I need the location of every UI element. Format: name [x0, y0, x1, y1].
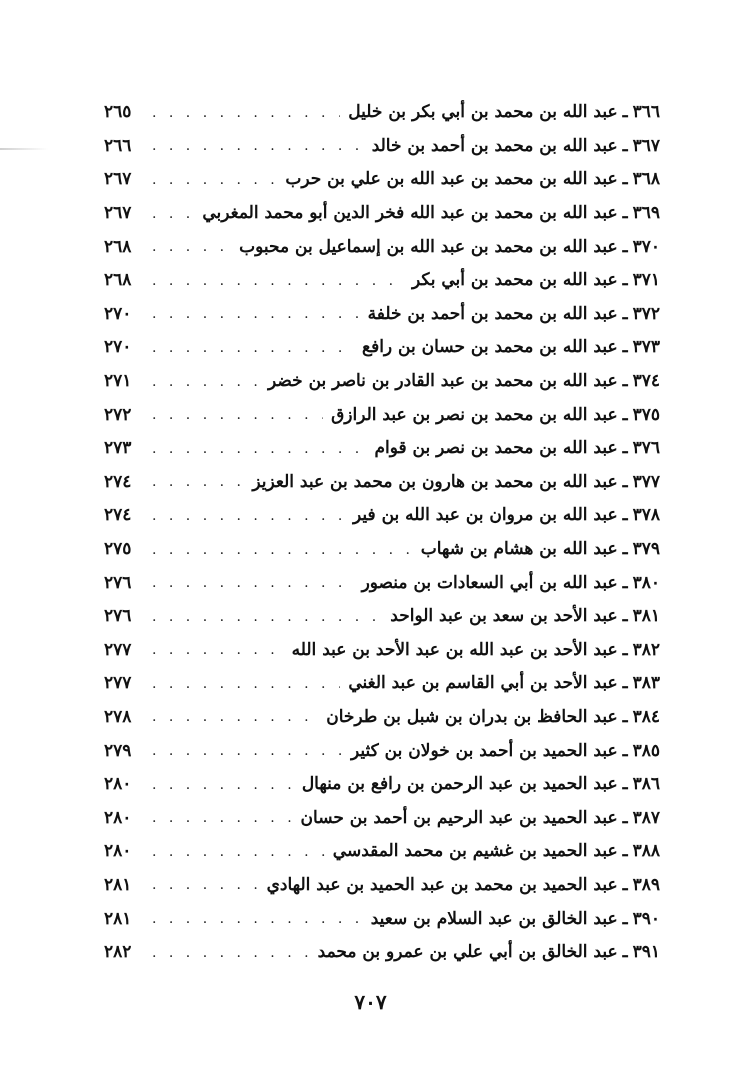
- dot-leader: [152, 744, 343, 758]
- entry-name: عبد الله بن محمد بن هارون بن محمد بن عبد العزيز: [252, 471, 618, 492]
- entry-name: عبد الله بن هشام بن شهاب: [420, 539, 618, 560]
- toc-entry: [104, 432, 660, 466]
- entry-number: ٣٧٣: [632, 337, 660, 358]
- entry-separator: ـ: [622, 740, 628, 761]
- toc-entry: [104, 96, 660, 130]
- entry-separator: ـ: [622, 169, 628, 190]
- entry-page-number: ٢٨٠: [104, 774, 132, 795]
- entry-name: عبد الله بن مروان بن عبد الله بن فير: [353, 505, 618, 526]
- entry-page-number: ٢٦٦: [104, 135, 132, 156]
- entry-page-number: ٢٦٨: [104, 236, 132, 257]
- dot-leader: [152, 878, 259, 892]
- entry-number: ٣٧١: [632, 270, 660, 291]
- dot-leader: [152, 543, 413, 557]
- dot-leader: [152, 106, 340, 120]
- entry-separator: ـ: [622, 841, 628, 862]
- dot-leader: [152, 475, 244, 489]
- dot-leader: [152, 643, 284, 657]
- toc-entry: [104, 701, 660, 735]
- entry-name: عبد الحميد بن محمد بن عبد الحميد بن عبد الهادي: [266, 874, 618, 895]
- entry-separator: ـ: [622, 471, 628, 492]
- entry-separator: ـ: [622, 236, 628, 257]
- entry-page-number: ٢٧٠: [104, 337, 132, 358]
- entry-number: ٣٩٠: [632, 908, 660, 929]
- entry-name: عبد الله بن محمد بن عبد الله بن علي بن حرب: [285, 169, 618, 190]
- entry-page-number: ٢٧١: [104, 371, 132, 392]
- entry-name: عبد الأحد بن عبد الله بن عبد الأحد بن عبد الله: [291, 639, 618, 660]
- entry-separator: ـ: [622, 673, 628, 694]
- entry-number: ٣٨٥: [632, 740, 660, 761]
- dot-leader: [152, 710, 318, 724]
- dot-leader: [152, 341, 354, 355]
- entry-page-number: ٢٨١: [104, 908, 132, 929]
- toc-entry: [104, 835, 660, 869]
- entry-number: ٣٦٨: [632, 169, 660, 190]
- toc-entry: [104, 230, 660, 264]
- entry-separator: ـ: [622, 303, 628, 324]
- dot-leader: [152, 375, 260, 389]
- dot-leader: [152, 240, 231, 254]
- page-number: ٧٠٧: [354, 990, 387, 1014]
- entry-page-number: ٢٧٥: [104, 539, 132, 560]
- table-of-contents: [104, 96, 660, 969]
- dot-leader: [152, 811, 293, 825]
- entry-separator: ـ: [622, 505, 628, 526]
- entry-page-number: ٢٦٥: [104, 102, 132, 123]
- entry-number: ٣٨٧: [632, 807, 660, 828]
- toc-entry: [104, 768, 660, 802]
- entry-name: عبد الله بن محمد بن عبد الله بن إسماعيل بن محبوب: [239, 236, 618, 257]
- entry-page-number: ٢٨١: [104, 874, 132, 895]
- entry-page-number: ٢٨٠: [104, 807, 132, 828]
- entry-name: عبد الله بن محمد بن حسان بن رافع: [362, 337, 618, 358]
- entry-name: عبد الله بن محمد بن أحمد بن خالد: [371, 135, 618, 156]
- entry-name: عبد الله بن محمد بن أحمد بن خلفة: [367, 303, 618, 324]
- toc-entry: [104, 533, 660, 567]
- entry-separator: ـ: [622, 404, 628, 425]
- entry-separator: ـ: [622, 908, 628, 929]
- entry-number: ٣٧٠: [632, 236, 660, 257]
- entry-name: عبد الأحد بن سعد بن عبد الواحد: [390, 606, 618, 627]
- dot-leader: [152, 576, 354, 590]
- entry-name: عبد الله بن محمد بن نصر بن عبد الرازق: [331, 404, 618, 425]
- dot-leader: [152, 442, 366, 456]
- entry-number: ٣٧٦: [632, 438, 660, 459]
- entry-number: ٣٧٩: [632, 539, 660, 560]
- entry-page-number: ٢٦٧: [104, 203, 132, 224]
- entry-page-number: ٢٧٤: [104, 505, 132, 526]
- dot-leader: [152, 307, 360, 321]
- entry-name: عبد الحافظ بن بدران بن شبل بن طرخان: [326, 706, 618, 727]
- entry-page-number: ٢٦٧: [104, 169, 132, 190]
- dot-leader: [152, 677, 340, 691]
- toc-entry: [104, 801, 660, 835]
- entry-number: ٣٨٦: [632, 774, 660, 795]
- entry-name: عبد الأحد بن أبي القاسم بن عبد الغني: [348, 673, 618, 694]
- toc-entry: [104, 667, 660, 701]
- toc-entry: [104, 600, 660, 634]
- entry-number: ٣٨٢: [632, 639, 660, 660]
- entry-number: ٣٦٦: [632, 102, 660, 123]
- entry-separator: ـ: [622, 270, 628, 291]
- dot-leader: [152, 912, 363, 926]
- toc-entry: [104, 197, 660, 231]
- entry-separator: ـ: [622, 706, 628, 727]
- entry-name: عبد الحميد بن أحمد بن خولان بن كثير: [351, 740, 618, 761]
- toc-entry: [104, 566, 660, 600]
- entry-page-number: ٢٨٢: [104, 942, 132, 963]
- entry-number: ٣٧٧: [632, 471, 660, 492]
- toc-entry: [104, 130, 660, 164]
- entry-page-number: ٢٧٤: [104, 471, 132, 492]
- entry-name: عبد الحميد بن عبد الرحيم بن أحمد بن حسان: [300, 807, 618, 828]
- toc-entry: [104, 734, 660, 768]
- toc-entry: [104, 902, 660, 936]
- toc-entry: [104, 298, 660, 332]
- entry-separator: ـ: [622, 102, 628, 123]
- entry-separator: ـ: [622, 807, 628, 828]
- dot-leader: [152, 173, 277, 187]
- entry-page-number: ٢٧٧: [104, 673, 132, 694]
- entry-separator: ـ: [622, 606, 628, 627]
- entry-separator: ـ: [622, 774, 628, 795]
- dot-leader: [152, 408, 323, 422]
- entry-number: ٣٧٤: [632, 371, 660, 392]
- entry-name: عبد الخالق بن عبد السلام بن سعيد: [370, 908, 618, 929]
- dot-leader: [152, 778, 294, 792]
- toc-entry: [104, 466, 660, 500]
- entry-separator: ـ: [622, 639, 628, 660]
- entry-separator: ـ: [622, 572, 628, 593]
- entry-page-number: ٢٧٩: [104, 740, 132, 761]
- entry-number: ٣٨٤: [632, 706, 660, 727]
- dot-leader: [152, 610, 382, 624]
- entry-name: عبد الله بن أبي السعادات بن منصور: [361, 572, 618, 593]
- entry-number: ٣٦٩: [632, 203, 660, 224]
- entry-page-number: ٢٧٦: [104, 606, 132, 627]
- scan-edge-mark: [0, 148, 48, 150]
- entry-page-number: ٢٧٣: [104, 438, 132, 459]
- toc-entry: [104, 936, 660, 970]
- entry-name: عبد الحميد بن غشيم بن محمد المقدسي: [332, 841, 618, 862]
- entry-number: ٣٨٣: [632, 673, 660, 694]
- entry-number: ٣٦٧: [632, 135, 660, 156]
- entry-separator: ـ: [622, 203, 628, 224]
- toc-entry: [104, 398, 660, 432]
- entry-number: ٣٩١: [632, 942, 660, 963]
- toc-entry: [104, 365, 660, 399]
- entry-name: عبد الله بن محمد بن أبي بكر: [411, 270, 618, 291]
- toc-entry: [104, 331, 660, 365]
- entry-number: ٣٨٠: [632, 572, 660, 593]
- dot-leader: [152, 845, 325, 859]
- entry-page-number: ٢٧٢: [104, 404, 132, 425]
- toc-entry: [104, 163, 660, 197]
- entry-separator: ـ: [622, 942, 628, 963]
- toc-entry: [104, 264, 660, 298]
- entry-page-number: ٢٧٦: [104, 572, 132, 593]
- entry-separator: ـ: [622, 539, 628, 560]
- dot-leader: [152, 207, 194, 221]
- dot-leader: [152, 509, 345, 523]
- entry-page-number: ٢٧٠: [104, 303, 132, 324]
- entry-separator: ـ: [622, 874, 628, 895]
- toc-entry: [104, 499, 660, 533]
- entry-name: عبد الحميد بن عبد الرحمن بن رافع بن منهال: [301, 774, 618, 795]
- entry-separator: ـ: [622, 438, 628, 459]
- dot-leader: [152, 274, 404, 288]
- entry-name: عبد الله بن محمد بن نصر بن قوام: [374, 438, 618, 459]
- entry-separator: ـ: [622, 337, 628, 358]
- entry-page-number: ٢٨٠: [104, 841, 132, 862]
- entry-number: ٣٨٨: [632, 841, 660, 862]
- entry-separator: ـ: [622, 371, 628, 392]
- entry-name: عبد الخالق بن أبي علي بن عمرو بن محمد: [317, 942, 618, 963]
- entry-separator: ـ: [622, 135, 628, 156]
- entry-name: عبد الله بن محمد بن أبي بكر بن خليل: [348, 102, 618, 123]
- dot-leader: [152, 139, 364, 153]
- entry-name: عبد الله بن محمد بن عبد الله فخر الدين أبو محمد المغربي: [202, 203, 618, 224]
- toc-entry: [104, 634, 660, 668]
- entry-number: ٣٧٥: [632, 404, 660, 425]
- entry-number: ٣٨١: [632, 606, 660, 627]
- entry-page-number: ٢٦٨: [104, 270, 132, 291]
- entry-number: ٣٨٩: [632, 874, 660, 895]
- entry-name: عبد الله بن محمد بن عبد القادر بن ناصر بن خضر: [268, 371, 618, 392]
- entry-page-number: ٢٧٧: [104, 639, 132, 660]
- entry-page-number: ٢٧٨: [104, 706, 132, 727]
- toc-entry: [104, 869, 660, 903]
- dot-leader: [152, 946, 310, 960]
- entry-number: ٣٧٨: [632, 505, 660, 526]
- entry-number: ٣٧٢: [632, 303, 660, 324]
